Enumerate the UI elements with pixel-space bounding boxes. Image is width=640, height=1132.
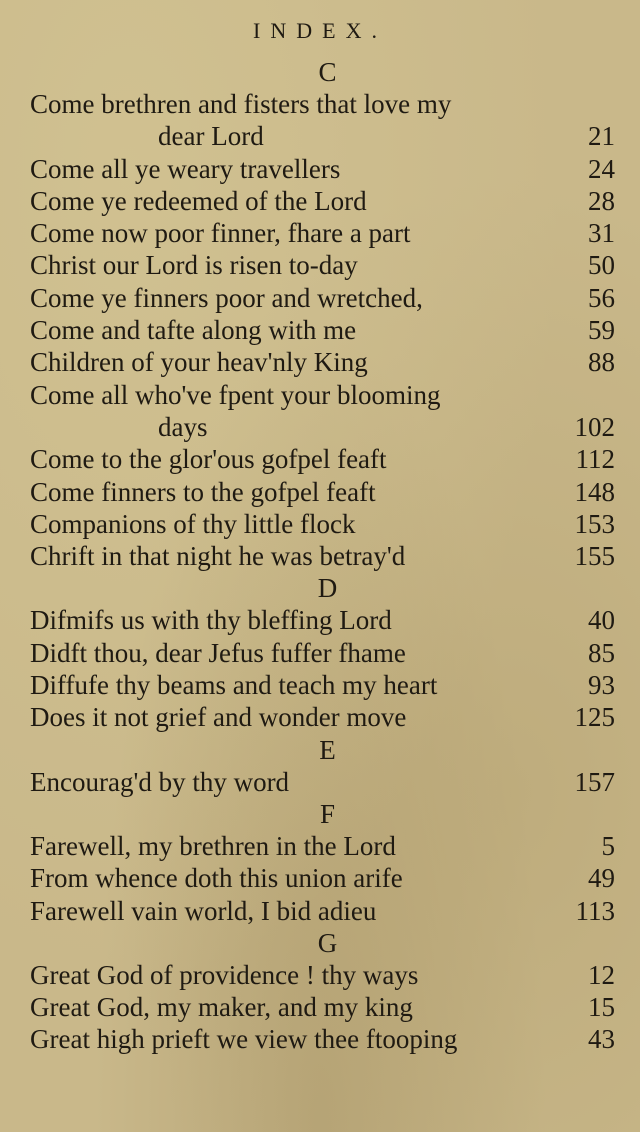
section-letter: E — [319, 734, 336, 765]
index-entry — [30, 637, 615, 669]
index-entry — [30, 830, 615, 862]
page-number: 28 — [588, 185, 615, 216]
hymn-first-line: Does it not grief and wonder move — [30, 702, 407, 733]
index-section — [30, 572, 615, 733]
page-number: 88 — [588, 347, 615, 378]
index-section — [30, 56, 615, 572]
index-entry — [30, 701, 615, 733]
hymn-first-line: Come all ye weary travellers — [30, 153, 341, 184]
page-number: 125 — [574, 702, 615, 733]
index-entry — [30, 895, 615, 927]
index-entry — [30, 991, 615, 1023]
section-letter: G — [317, 927, 338, 958]
page-number: 5 — [601, 830, 615, 861]
page-number: 59 — [588, 315, 615, 346]
index-section — [30, 798, 615, 927]
hymn-first-line: Companions of thy little flock — [30, 508, 356, 539]
index-entry — [30, 185, 615, 217]
page-number: 148 — [574, 476, 615, 507]
hymn-first-line: Didft thou, dear Jefus fuffer fhame — [30, 637, 406, 668]
index-entry — [30, 379, 615, 444]
hymn-first-line: From whence doth this union arife — [30, 863, 403, 894]
hymn-first-line: Come now poor finner, fhare a part — [30, 218, 411, 249]
hymn-first-line: Farewell, my brethren in the Lord — [30, 830, 396, 861]
page-number: 113 — [575, 895, 615, 926]
index-entry — [30, 443, 615, 475]
hymn-first-line: Come ye finners poor and wretched, — [30, 282, 423, 313]
hymn-first-line: Difmifs us with thy bleffing Lord — [30, 605, 392, 636]
page-number: 85 — [588, 637, 615, 668]
index-section — [30, 927, 615, 1056]
index-entry — [30, 1023, 615, 1055]
page-number: 24 — [588, 153, 615, 184]
index-entry — [30, 540, 615, 572]
page-number: 31 — [588, 218, 615, 249]
hymn-line-continuation: dear Lord — [158, 121, 264, 152]
page-number: 93 — [588, 670, 615, 701]
hymn-first-line: Great God, my maker, and my king — [30, 992, 413, 1023]
index-entry — [30, 669, 615, 701]
index-section — [30, 734, 615, 798]
hymn-first-line: Come all who've fpent your blooming — [30, 379, 441, 410]
section-letter: F — [319, 798, 336, 829]
hymn-first-line: Children of your heav'nly King — [30, 347, 368, 378]
page-header: INDEX. — [253, 18, 387, 43]
hymn-first-line: Come finners to the gofpel feaft — [30, 476, 376, 507]
hymn-first-line: Come and tafte along with me — [30, 315, 357, 346]
section-letter: C — [318, 57, 337, 87]
page-number: 112 — [575, 444, 615, 475]
hymn-first-line: Come to the glor'ous gofpel feaft — [30, 444, 387, 475]
hymn-first-line: Farewell vain world, I bid adieu — [30, 895, 377, 926]
index-entry — [30, 476, 615, 508]
hymn-first-line: Great God of providence ! thy ways — [30, 959, 419, 990]
page-number: 12 — [588, 959, 615, 990]
index-entry — [30, 604, 615, 636]
hymn-first-line: Chrift in that night he was betray'd — [30, 541, 406, 572]
index-entry — [30, 346, 615, 378]
page-number: 21 — [588, 121, 615, 152]
page-number: 49 — [588, 863, 615, 894]
hymn-first-line: Come ye redeemed of the Lord — [30, 185, 367, 216]
page-number: 153 — [574, 508, 615, 539]
index-entry — [30, 153, 615, 185]
page-number: 56 — [588, 282, 615, 313]
index-entry — [30, 88, 615, 153]
page-number: 155 — [574, 541, 615, 572]
index-entry — [30, 282, 615, 314]
hymn-line-continuation: days — [158, 411, 208, 442]
index-entry — [30, 217, 615, 249]
page-number: 157 — [574, 766, 615, 797]
page-number: 15 — [588, 992, 615, 1023]
section-letter: D — [317, 573, 338, 604]
hymn-first-line: Christ our Lord is risen to-day — [30, 250, 358, 281]
index-entry — [30, 959, 615, 991]
index-entry — [30, 766, 615, 798]
hymn-first-line: Great high prieft we view thee ftooping — [30, 1024, 458, 1055]
index-entry — [30, 508, 615, 540]
page-number: 50 — [588, 250, 615, 281]
index-entry — [30, 314, 615, 346]
index-entry — [30, 249, 615, 281]
hymn-first-line: Encourag'd by thy word — [30, 766, 290, 797]
page-number: 40 — [588, 605, 615, 636]
page-number: 102 — [574, 411, 615, 442]
page-number: 43 — [588, 1024, 615, 1055]
hymn-first-line: Come brethren and fisters that love my — [30, 89, 452, 119]
hymn-first-line: Diffufe thy beams and teach my heart — [30, 670, 438, 701]
index-entry — [30, 862, 615, 894]
hymn-index — [30, 56, 615, 1056]
